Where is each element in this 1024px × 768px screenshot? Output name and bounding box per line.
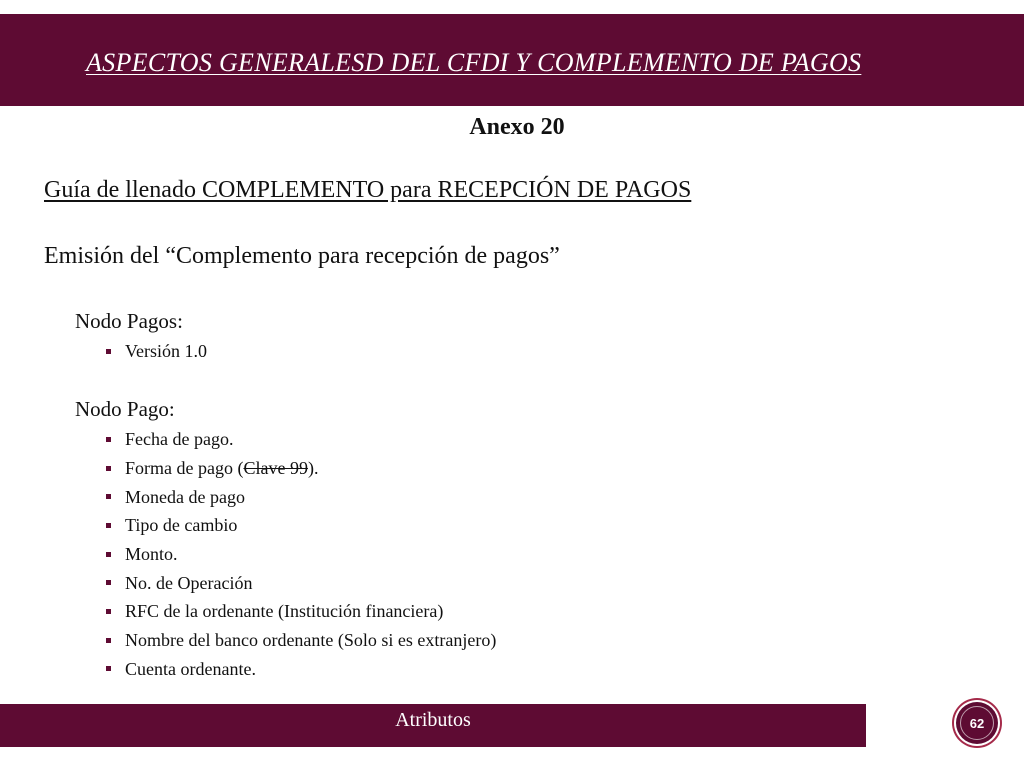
square-bullet-icon (106, 580, 111, 585)
struck-text: Clave 99 (243, 458, 308, 479)
square-bullet-icon (106, 466, 111, 471)
square-bullet-icon (106, 666, 111, 671)
square-bullet-icon (106, 437, 111, 442)
list-item-text-after: ). (307, 458, 319, 479)
node-pagos-list (106, 337, 207, 366)
list-item (106, 540, 496, 569)
list-item-text-before: Forma de pago ( (125, 458, 244, 479)
list-item (106, 655, 496, 684)
footer-label: Atributos (395, 709, 471, 731)
list-item-text: Versión 1.0 (125, 341, 207, 362)
list-item-text: Moneda de pago (125, 486, 245, 507)
list-item (106, 482, 496, 511)
list-item (106, 568, 496, 597)
guide-title: Guía de llenado COMPLEMENTO para RECEPCIÓN DE PAGOS (44, 177, 692, 203)
list-item-text: Tipo de cambio (125, 515, 238, 536)
list-item-text: RFC de la ordenante (Institución financiera) (125, 601, 444, 622)
list-item-text: Cuenta ordenante. (125, 658, 256, 679)
square-bullet-icon (106, 638, 111, 643)
emission-heading: Emisión del “Complemento para recepción de pagos” (44, 243, 560, 269)
list-item (106, 454, 496, 483)
list-item (106, 511, 496, 540)
square-bullet-icon (106, 552, 111, 557)
list-item (106, 425, 496, 454)
list-item-text: Fecha de pago. (125, 429, 234, 450)
square-bullet-icon (106, 494, 111, 499)
title-bar (0, 14, 1024, 106)
list-item-text: Nombre del banco ordenante (Solo si es extranjero) (125, 630, 497, 651)
footer-bar (0, 704, 866, 747)
page-number-badge (956, 702, 998, 744)
node-pagos-title: Nodo Pagos: (75, 309, 183, 333)
node-pago-title: Nodo Pago: (75, 397, 175, 421)
list-item-text: No. de Operación (125, 572, 253, 593)
list-item (106, 597, 496, 626)
square-bullet-icon (106, 609, 111, 614)
list-item (106, 626, 496, 655)
page-number: 62 (960, 706, 994, 740)
list-item-text (125, 455, 318, 481)
square-bullet-icon (106, 349, 111, 354)
slide-title: ASPECTOS GENERALESD DEL CFDI Y COMPLEMENTO DE PAGOS (86, 48, 862, 77)
list-item-text: Monto. (125, 544, 178, 565)
list-item (106, 337, 207, 366)
annex-heading: Anexo 20 (469, 114, 565, 140)
square-bullet-icon (106, 523, 111, 528)
node-pago-list (106, 425, 496, 683)
